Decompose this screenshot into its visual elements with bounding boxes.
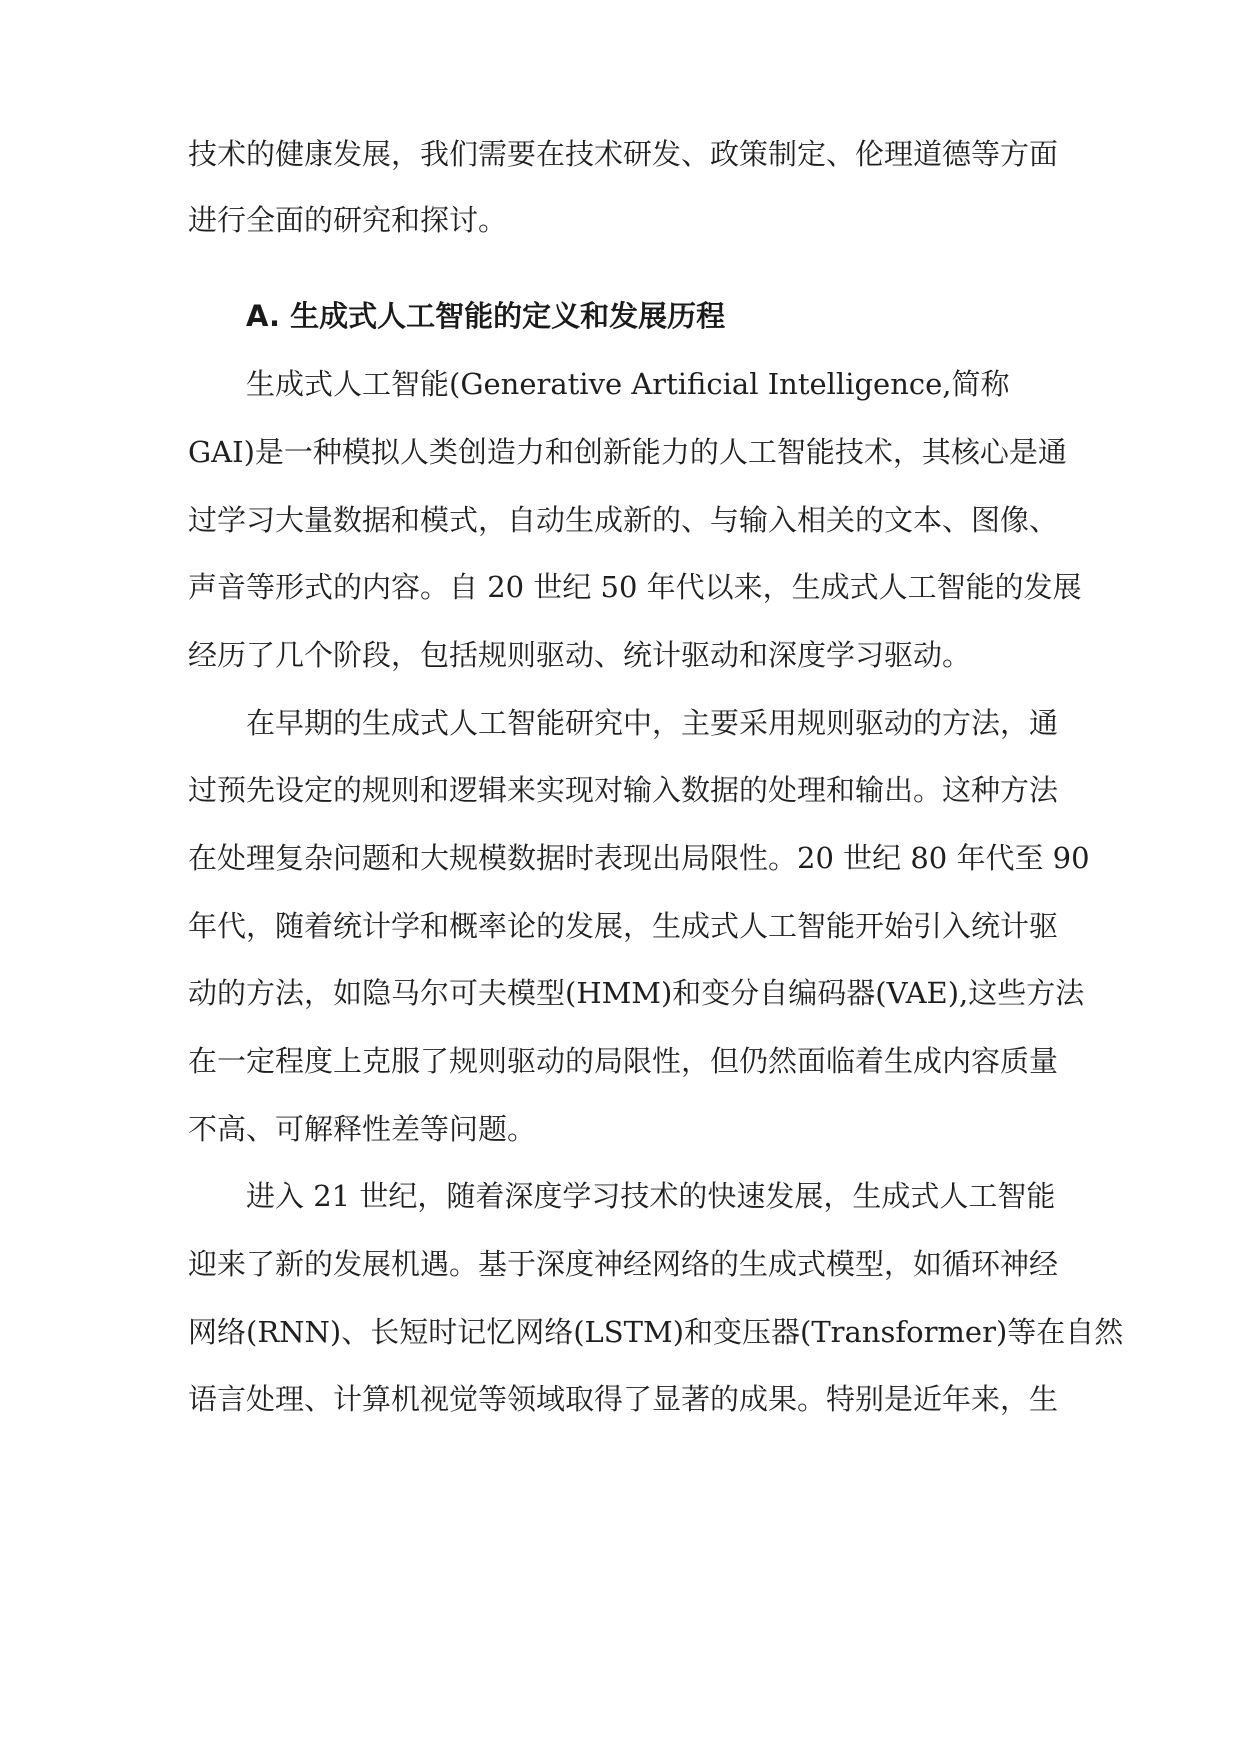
p3-line-1: 进入 21 世纪，随着深度学习技术的快速发展，生成式人工智能 xyxy=(246,1179,1056,1213)
p3-line-2: 迎来了新的发展机遇。基于深度神经网络的生成式模型，如循环神经 xyxy=(188,1247,1059,1281)
section-heading: A. 生成式人工智能的定义和发展历程 xyxy=(246,299,726,333)
p3-line-3: 网络(RNN)、长短时记忆网络(LSTM)和变压器(Transformer)等在自然 xyxy=(188,1315,1124,1349)
intro-line-1: 技术的健康发展，我们需要在技术研发、政策制定、伦理道德等方面 xyxy=(188,137,1059,171)
p1-line-5: 经历了几个阶段，包括规则驱动、统计驱动和深度学习驱动。 xyxy=(188,638,972,672)
p2-line-2: 过预先设定的规则和逻辑来实现对输入数据的处理和输出。这种方法 xyxy=(188,773,1059,807)
p1-line-4: 声音等形式的内容。自 20 世纪 50 年代以来，生成式人工智能的发展 xyxy=(188,570,1082,604)
p2-line-3: 在处理复杂问题和大规模数据时表现出局限性。20 世纪 80 年代至 90 xyxy=(188,841,1090,875)
p3-line-4: 语言处理、计算机视觉等领域取得了显著的成果。特别是近年来，生 xyxy=(188,1382,1059,1416)
p2-line-6: 在一定程度上克服了规则驱动的局限性，但仍然面临着生成内容质量 xyxy=(188,1044,1059,1078)
p2-line-4: 年代，随着统计学和概率论的发展，生成式人工智能开始引入统计驱 xyxy=(188,909,1059,943)
p1-line-2: GAI)是一种模拟人类创造力和创新能力的人工智能技术，其核心是通 xyxy=(188,435,1067,469)
intro-line-2: 进行全面的研究和探讨。 xyxy=(188,203,508,237)
p1-line-1: 生成式人工智能(Generative Artificial Intelligence,简称 xyxy=(246,367,1010,401)
p2-line-7: 不高、可解释性差等问题。 xyxy=(188,1112,537,1146)
p2-line-5: 动的方法，如隐马尔可夫模型(HMM)和变分自编码器(VAE),这些方法 xyxy=(188,976,1085,1010)
p2-line-1: 在早期的生成式人工智能研究中，主要采用规则驱动的方法，通 xyxy=(246,706,1059,740)
p1-line-3: 过学习大量数据和模式，自动生成新的、与输入相关的文本、图像、 xyxy=(188,503,1059,537)
